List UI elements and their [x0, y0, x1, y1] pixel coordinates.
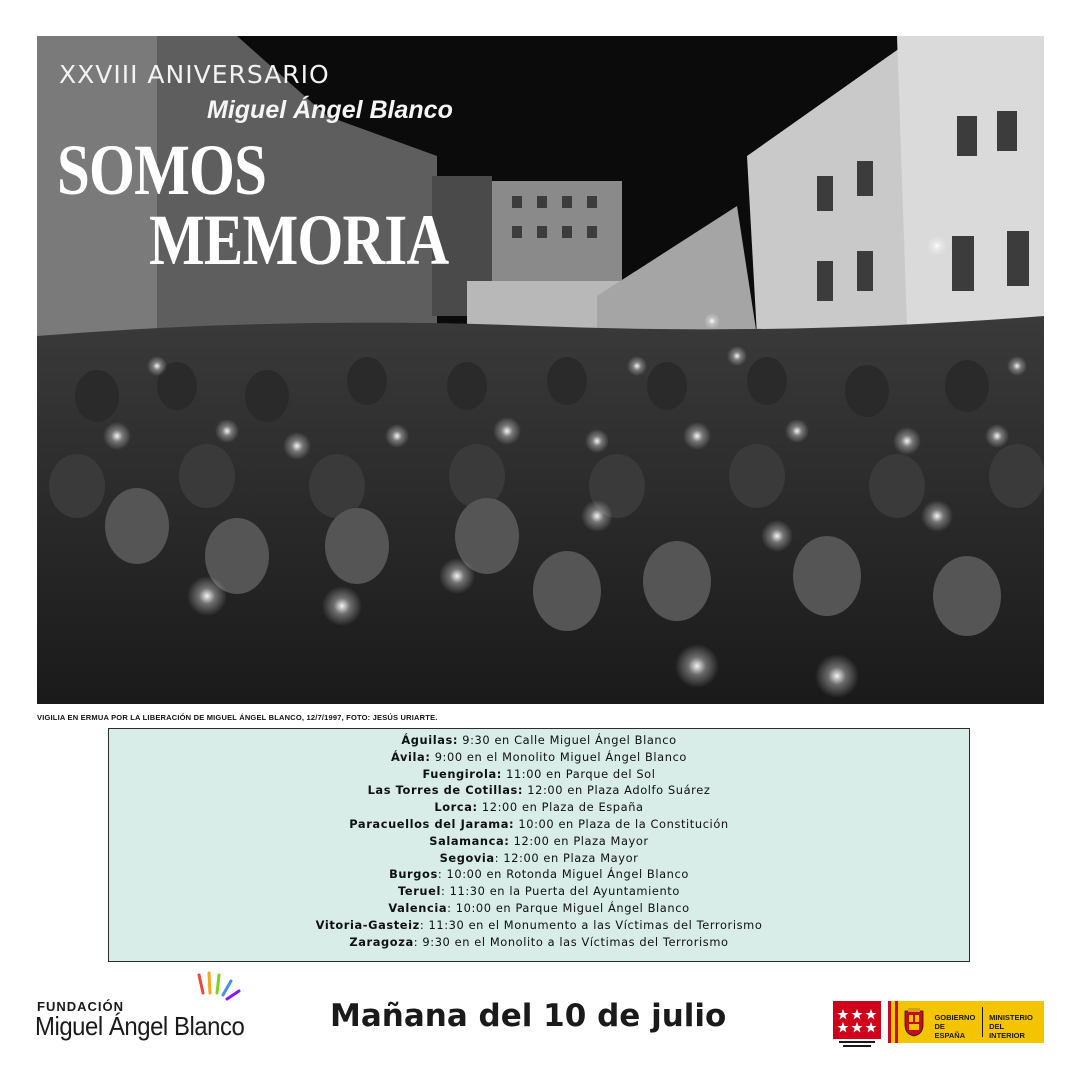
gobierno-de-espana-logo — [888, 1001, 1044, 1043]
schedule-city: Zaragoza — [349, 934, 414, 949]
schedule-detail: 12:00 en Plaza Mayor — [509, 833, 649, 848]
schedule-detail: : 10:00 en Parque Miguel Ángel Blanco — [447, 900, 690, 915]
schedule-row — [109, 782, 969, 799]
vigil-photo — [37, 36, 1044, 704]
rainbow-rays-icon — [195, 971, 245, 1011]
schedule-city: Las Torres de Cotillas: — [367, 783, 524, 798]
schedule-detail: 12:00 en Plaza de España — [477, 800, 644, 815]
schedule-city: Vitoria-Gasteiz — [315, 917, 420, 932]
event-schedule — [108, 728, 970, 962]
schedule-detail: : 9:30 en el Monolito a las Víctimas del Terrorismo — [413, 934, 729, 949]
gobierno-line-1: GOBIERNO — [934, 1013, 976, 1022]
headline-line-2: MEMORIA — [149, 200, 449, 280]
schedule-row — [109, 749, 969, 766]
schedule-city: Lorca: — [434, 800, 478, 815]
foundation-label: FUNDACIÓN — [37, 999, 124, 1014]
schedule-city: Ávila: — [390, 749, 431, 764]
schedule-city: Águilas: — [401, 733, 459, 747]
schedule-detail: : 10:00 en Rotonda Miguel Ángel Blanco — [437, 867, 689, 882]
photo-caption: VIGILIA EN ERMUA POR LA LIBERACIÓN DE MIGUEL ÁNGEL BLANCO, 12/7/1997, FOTO: JESÚS URIARTE. — [37, 713, 438, 722]
schedule-row — [109, 766, 969, 783]
schedule-row — [109, 833, 969, 850]
schedule-city: Paracuellos del Jarama: — [349, 816, 515, 831]
schedule-detail: 10:00 en Plaza de la Constitución — [514, 816, 729, 831]
schedule-city: Fuengirola: — [422, 766, 502, 781]
schedule-row — [109, 850, 969, 867]
anniversary-overline: XXVIII ANIVERSARIO — [59, 60, 330, 89]
schedule-detail: : 11:30 en el Monumento a las Víctimas del Terrorismo — [419, 917, 763, 932]
schedule-city: Salamanca: — [429, 833, 510, 848]
ministerio-line-1: MINISTERIO — [989, 1013, 1033, 1022]
logo-divider — [982, 1007, 983, 1037]
schedule-detail: : 11:30 en la Puerta del Ayuntamiento — [440, 884, 680, 899]
ministerio-line-2: DEL INTERIOR — [989, 1022, 1025, 1040]
foundation-logo — [35, 975, 295, 1055]
schedule-row — [109, 799, 969, 816]
schedule-detail: 9:30 en Calle Miguel Ángel Blanco — [458, 733, 677, 747]
event-date: Mañana del 10 de julio — [330, 998, 727, 1034]
schedule-city: Teruel — [398, 884, 441, 899]
coat-of-arms-icon — [902, 1007, 926, 1037]
spain-flag-icon — [888, 1001, 898, 1043]
schedule-detail: 12:00 en Plaza Adolfo Suárez — [523, 783, 711, 798]
foundation-name: Miguel Ángel Blanco — [35, 1011, 245, 1041]
schedule-detail: : 12:00 en Plaza Mayor — [494, 850, 639, 865]
headline-line-1: SOMOS — [57, 130, 267, 210]
schedule-row — [109, 934, 969, 951]
gobierno-line-2: DE ESPAÑA — [934, 1022, 966, 1040]
schedule-city: Valencia — [388, 900, 448, 915]
schedule-row — [109, 917, 969, 934]
schedule-row — [109, 732, 969, 749]
schedule-row — [109, 900, 969, 917]
schedule-detail: 9:00 en el Monolito Miguel Ángel Blanco — [430, 749, 687, 764]
schedule-row — [109, 883, 969, 900]
honoree-name: Miguel Ángel Blanco — [207, 96, 453, 124]
schedule-detail: 11:00 en Parque del Sol — [501, 766, 656, 781]
schedule-city: Segovia — [439, 850, 495, 865]
schedule-city: Burgos — [389, 867, 438, 882]
comunidad-de-madrid-logo — [833, 1001, 881, 1049]
schedule-row — [109, 866, 969, 883]
schedule-row — [109, 816, 969, 833]
